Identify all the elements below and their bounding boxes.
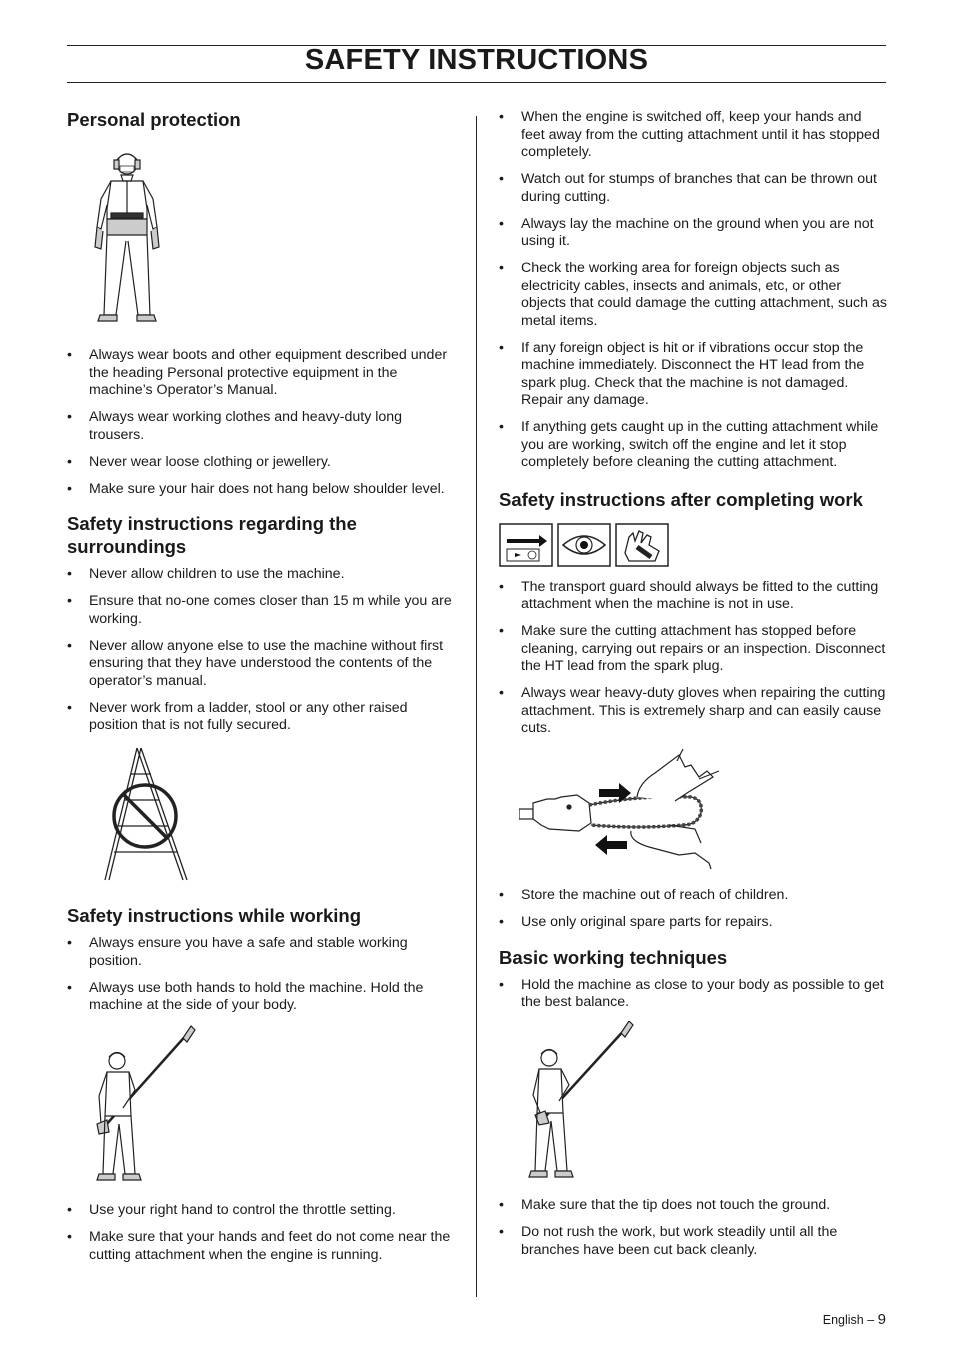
after-work-icon-row: [499, 523, 889, 567]
list-item: • Use only original spare parts for repairs.: [499, 914, 889, 932]
page-title: SAFETY INSTRUCTIONS: [304, 44, 649, 76]
list-item: • Never wear loose clothing or jewellery.: [67, 454, 457, 472]
page-number: 9: [877, 1311, 886, 1328]
list-item: • Make sure that your hands and feet do not come near the cutting attachment when the engine is running.: [67, 1229, 457, 1264]
pole-saw-operator-figure: [87, 1024, 227, 1184]
after-work-list-b: [499, 887, 889, 932]
glove-icon: [615, 523, 669, 567]
heading-basic-techniques: Basic working techniques: [499, 946, 728, 968]
list-item: • Hold the machine as close to your body as possible to get the best balance.: [499, 977, 889, 1012]
list-item: • Use your right hand to control the throttle setting.: [67, 1202, 457, 1220]
personal-protection-list: [67, 347, 457, 498]
list-item: • Watch out for stumps of branches that can be thrown out during cutting.: [499, 171, 889, 206]
list-item: • Never allow children to use the machine.: [67, 566, 457, 584]
list-item: • Ensure that no-one comes closer than 15 m while you are working.: [67, 593, 457, 628]
list-item: • Always wear boots and other equipment described under the heading Personal protective equipment in the machine’s Operator’s Manual.: [67, 347, 457, 400]
while-working-list-b: [67, 1202, 457, 1264]
stop-engine-icon: [499, 523, 553, 567]
left-column: [67, 108, 457, 1274]
basic-techniques-list-b: [499, 1197, 889, 1259]
after-work-list-a: [499, 579, 889, 738]
list-item: • Do not rush the work, but work steadily until all the branches have been cut back cleanly.: [499, 1224, 889, 1259]
list-item: • Make sure the cutting attachment has stopped before cleaning, carrying out repairs or an inspection. Disconnect the HT lead from the spark plug.: [499, 623, 889, 676]
while-working-continued-list: [499, 109, 889, 472]
while-working-list-a: [67, 935, 457, 1015]
heading-personal-protection: Personal protection: [67, 109, 241, 130]
list-item: • If anything gets caught up in the cutting attachment while you are working, switch off the engine and let it stop completely before cleaning the cutting attachment.: [499, 419, 889, 472]
list-item: • Always lay the machine on the ground when you are not using it.: [499, 216, 889, 251]
list-item: • The transport guard should always be fitted to the cutting attachment when the machine is not in use.: [499, 579, 889, 614]
footer-language: English: [822, 1313, 864, 1327]
protective-clothing-figure: [87, 139, 187, 329]
list-item: • Make sure your hair does not hang below shoulder level.: [67, 481, 457, 499]
pole-saw-close-hold-figure: [519, 1021, 659, 1181]
heading-after-work: Safety instructions after completing work: [499, 488, 863, 510]
heading-while-working: Safety instructions while working: [67, 905, 361, 926]
list-item: • Store the machine out of reach of children.: [499, 887, 889, 905]
list-item: • Always wear heavy-duty gloves when repairing the cutting attachment. This is extremely sharp and can easily cause cuts.: [499, 685, 889, 738]
list-item: • Always use both hands to hold the machine. Hold the machine at the side of your body.: [67, 980, 457, 1015]
surroundings-list: [67, 566, 457, 735]
inspect-eye-icon: [557, 523, 611, 567]
heading-surroundings: Safety instructions regarding the surroundings: [67, 513, 357, 557]
page-footer: [823, 1311, 886, 1328]
list-item: • Always wear working clothes and heavy-duty long trousers.: [67, 409, 457, 444]
list-item: • Never allow anyone else to use the machine without first ensuring that they have understood the contents of the operator’s manual.: [67, 638, 457, 691]
basic-techniques-list-a: [499, 977, 889, 1012]
list-item: • When the engine is switched off, keep your hands and feet away from the cutting attachment until it has stopped completely.: [499, 109, 889, 162]
list-item: • Check the working area for foreign objects such as electricity cables, insects and animals, etc, or other objects that could damage the cutting attachment, such as metal items.: [499, 260, 889, 330]
footer-separator: –: [867, 1313, 875, 1327]
column-divider: [476, 116, 477, 1297]
title-bottom-rule: [67, 82, 886, 83]
list-item: • Never work from a ladder, stool or any other raised position that is not fully secured.: [67, 700, 457, 735]
list-item: • If any foreign object is hit or if vibrations occur stop the machine immediately. Disconnect the HT lead from the spark plug. Check that the machine is not damaged. Repair any damage.: [499, 340, 889, 410]
right-column: [499, 108, 889, 1269]
list-item: • Always ensure you have a safe and stable working position.: [67, 935, 457, 970]
list-item: • Make sure that the tip does not touch the ground.: [499, 1197, 889, 1215]
ladder-prohibited-figure: [101, 744, 201, 884]
gloved-hands-chain-figure: [519, 747, 729, 871]
